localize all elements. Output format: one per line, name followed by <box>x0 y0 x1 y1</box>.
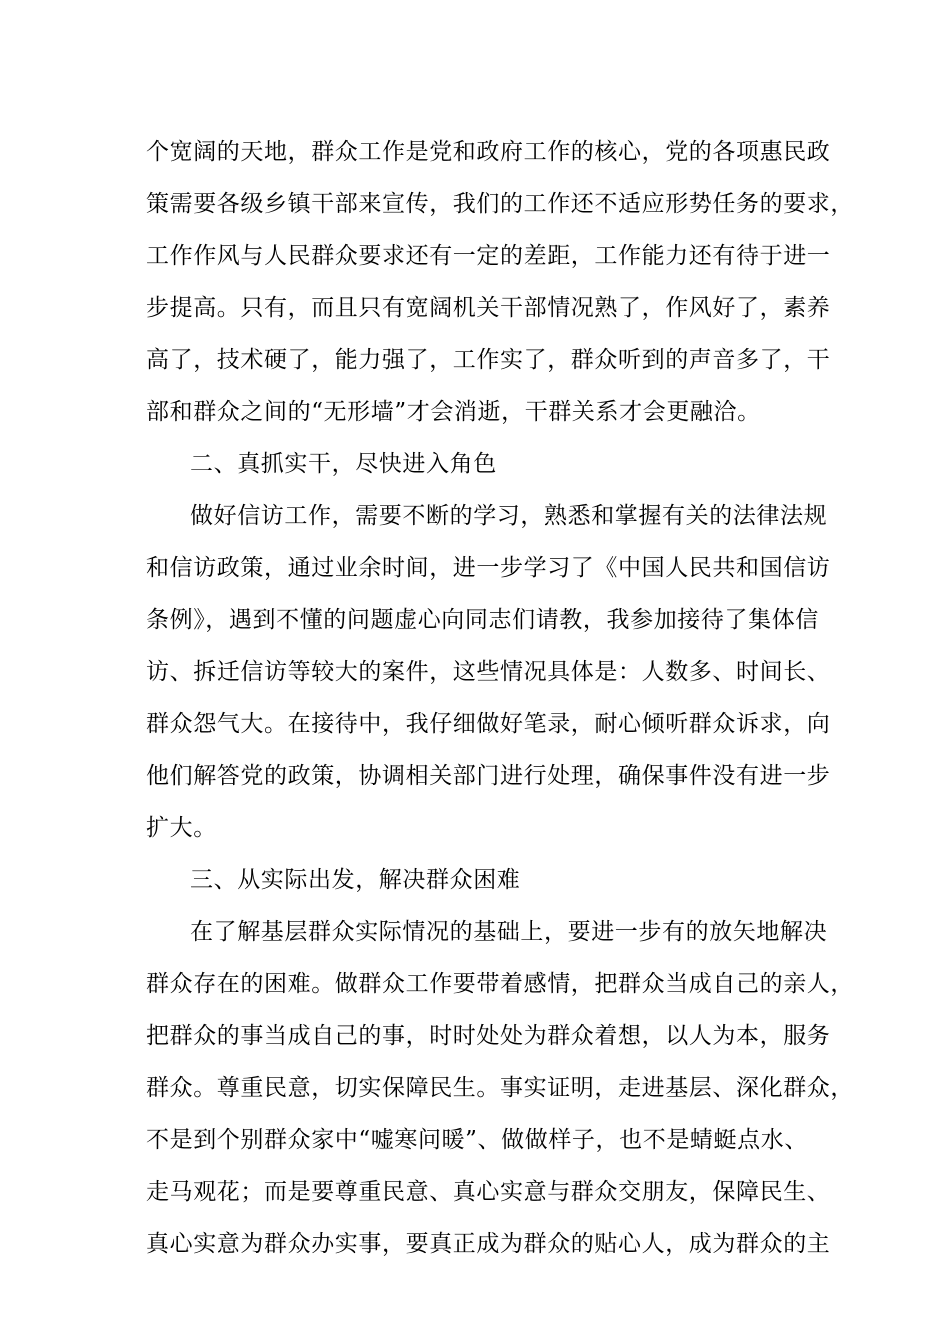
body-text-line: 策需要各级乡镇干部来宣传，我们的工作还不适应形势任务的要求， <box>146 191 854 217</box>
body-text-line: 不是到个别群众家中“嘘寒问暖”、做做样子，也不是蜻蜓点水、 <box>146 1127 808 1153</box>
body-text-line: 扩大。 <box>146 815 217 841</box>
body-text-line: 群众怨气大。在接待中，我仔细做好笔录，耐心倾听群众诉求，向 <box>146 711 831 737</box>
body-text-line: 条例》，遇到不懂的问题虚心向同志们请教，我参加接待了集体信 <box>146 607 819 633</box>
body-text-line: 步提高。只有，而且只有宽阔机关干部情况熟了，作风好了，素养 <box>146 295 831 321</box>
body-text-line: 部和群众之间的“无形墙”才会消逝，干群关系才会更融洽。 <box>146 399 761 425</box>
body-text-line: 走马观花；而是要尊重民意、真心实意与群众交朋友，保障民生、 <box>146 1179 831 1205</box>
body-text-line: 做好信访工作，需要不断的学习，熟悉和掌握有关的法律法规 <box>190 503 828 529</box>
body-text-line: 群众存在的困难。做群众工作要带着感情，把群众当成自己的亲人， <box>146 971 854 997</box>
section-heading: 三、从实际出发，解决群众困难 <box>190 867 521 893</box>
body-text-line: 把群众的事当成自己的事，时时处处为群众着想，以人为本，服务 <box>146 1023 831 1049</box>
body-text-line: 访、拆迁信访等较大的案件，这些情况具体是：人数多、时间长、 <box>146 659 831 685</box>
section-heading: 二、真抓实干，尽快进入角色 <box>190 451 497 477</box>
body-text-line: 个宽阔的天地，群众工作是党和政府工作的核心，党的各项惠民政 <box>146 139 831 165</box>
body-text-line: 真心实意为群众办实事，要真正成为群众的贴心人，成为群众的主 <box>146 1231 831 1257</box>
body-text-line: 他们解答党的政策，协调相关部门进行处理，确保事件没有进一步 <box>146 763 831 789</box>
body-text-line: 高了，技术硬了，能力强了，工作实了，群众听到的声音多了，干 <box>146 347 831 373</box>
body-text-line: 群众。尊重民意，切实保障民生。事实证明，走进基层、深化群众， <box>146 1075 854 1101</box>
body-text-line: 工作作风与人民群众要求还有一定的差距，工作能力还有待于进一 <box>146 243 831 269</box>
body-text-line: 在了解基层群众实际情况的基础上，要进一步有的放矢地解决 <box>190 919 828 945</box>
body-text-line: 和信访政策，通过业余时间，进一步学习了《中国人民共和国信访 <box>146 555 831 581</box>
